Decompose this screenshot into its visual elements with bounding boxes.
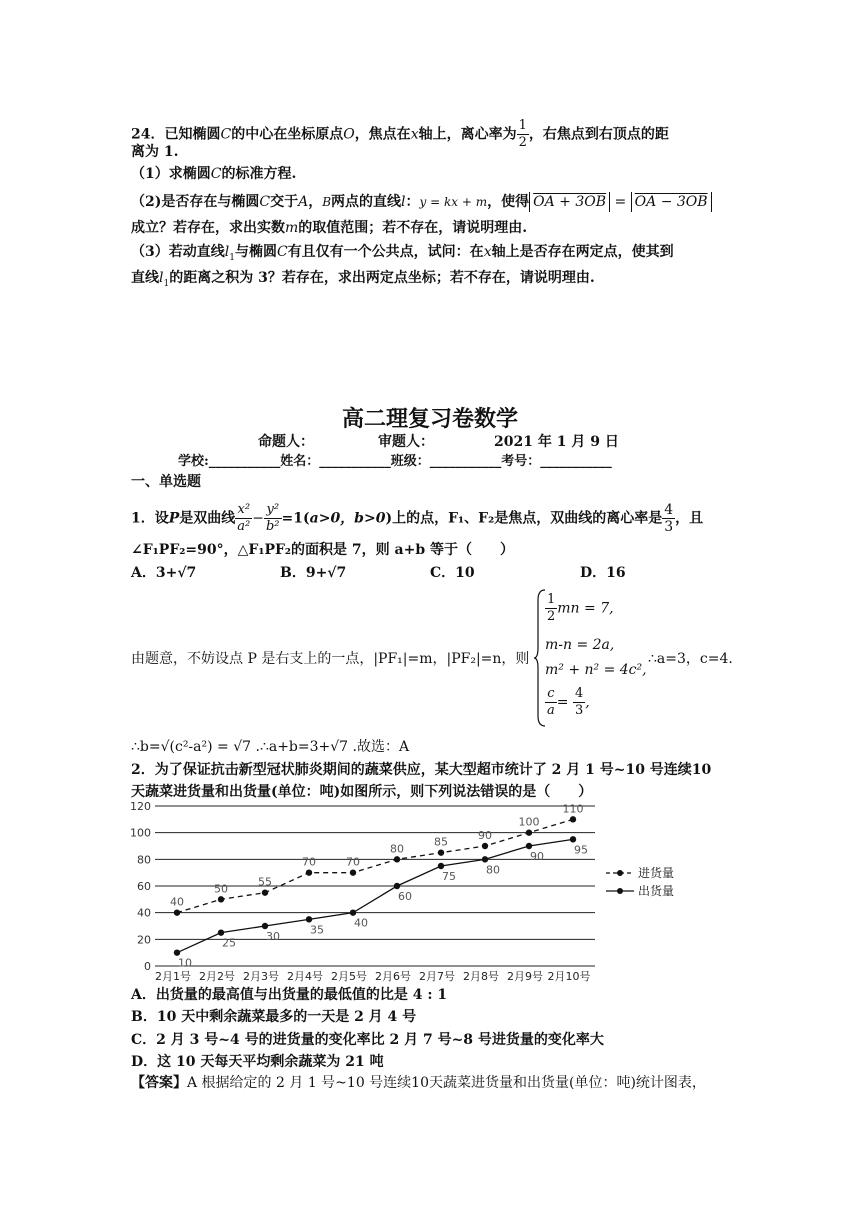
data-label: 110 (562, 802, 584, 816)
data-label: 55 (258, 875, 272, 889)
q24-part2: （2)是否存在与椭圆C交于A，B两点的直线l：y = kx + m，使得 OA + 3OB = OA − 3OB (131, 192, 712, 212)
data-point (526, 829, 532, 835)
q1-option-c: C．10 (430, 565, 475, 581)
x-tick-label: 2月8号 (463, 970, 499, 983)
legend-label: 出货量 (638, 884, 675, 898)
data-point (482, 843, 488, 849)
data-point (350, 869, 356, 875)
author-label: 命题人： (258, 434, 314, 450)
data-point (218, 896, 224, 902)
q1-option-a: A．3+√7 (131, 565, 197, 581)
y-tick-label: 0 (144, 960, 151, 973)
q24-part3-cont: 直线$l_1$的距离之积为 3？若存在，求出两定点坐标；若不存在，请说明理由. (131, 270, 595, 289)
data-label: 70 (346, 855, 360, 869)
y-tick-label: 40 (137, 906, 151, 920)
data-point (394, 856, 400, 862)
data-label: 100 (518, 815, 540, 829)
system-eq3: m² + n² = 4c², (545, 662, 647, 678)
data-point (482, 856, 488, 862)
q2-stem-line2: 天蔬菜进货量和出货量(单位：吨)如图所示，则下列说法错误的是（ ） (131, 784, 593, 800)
data-point (438, 849, 444, 855)
x-tick-label: 2月1号 (155, 970, 191, 983)
data-point (306, 916, 312, 922)
reviewer-label: 审题人： (378, 434, 434, 450)
x-tick-label: 2月4号 (287, 970, 323, 983)
q2-option-c: C．2 月 3 号~4 号的进货量的变化率比 2 月 7 号~8 号进货量的变化率大 (131, 1032, 604, 1048)
x-tick-label: 2月9号 (507, 970, 543, 983)
q2-answer: 【答案】A 根据给定的 2 月 1 号~10 号连续10天蔬菜进货量和出货量(单位：吨)统计图表， (131, 1075, 706, 1091)
page-title: 高二理复习卷数学 (341, 407, 518, 432)
x-tick-label: 2月10号 (547, 970, 591, 983)
data-point (174, 909, 180, 915)
q1-stem-line2: ∠F₁PF₂=90°，△F₁PF₂的面积是 7，则 a+b 等于（ ） (131, 542, 515, 558)
system-eq4: $\frac{c}{a}$ = $\frac{4}{3}$ , (547, 686, 590, 718)
data-point (350, 909, 356, 915)
supply-line-chart (120, 798, 690, 983)
data-point (262, 889, 268, 895)
q2-option-b: B．10 天中剩余蔬菜最多的一天是 2 月 4 号 (131, 1009, 417, 1025)
q1-solution-line1: 由题意，不妨设点 P 是右支上的一点，|PF₁|=m，|PF₂|=n，则 (131, 651, 530, 667)
data-label: 10 (178, 956, 192, 970)
y-tick-label: 60 (137, 880, 151, 893)
data-label: 40 (354, 916, 368, 930)
q1-option-b: B．9+√7 (280, 565, 347, 581)
y-tick-label: 120 (130, 800, 151, 813)
data-label: 80 (486, 863, 500, 877)
student-info: 学校:___________姓名：___________班级：___________考号：___________ (178, 454, 612, 469)
legend-label: 进货量 (638, 866, 675, 880)
data-label: 25 (222, 936, 236, 950)
legend-marker (617, 888, 623, 894)
data-point (306, 869, 312, 875)
x-tick-label: 2月6号 (375, 970, 411, 983)
data-label: 85 (434, 835, 448, 849)
data-point (526, 843, 532, 849)
data-point (570, 816, 576, 822)
system-result: ∴a=3，c=4. (648, 651, 733, 667)
x-tick-label: 2月3号 (243, 970, 279, 983)
data-label: 40 (170, 895, 184, 909)
data-label: 75 (442, 870, 456, 883)
q1-option-d: D．16 (580, 565, 626, 581)
data-point (570, 836, 576, 842)
q2-stem-line1: 2．为了保证抗击新型冠状肺炎期间的蔬菜供应，某大型超市统计了 2 月 1 号~10 号连续10 (131, 762, 712, 778)
data-label: 35 (310, 923, 324, 937)
y-tick-label: 100 (130, 826, 151, 840)
q24-line1: 24．已知椭圆C的中心在坐标原点O，焦点在x轴上，离心率为 $\frac{1}{2}$ ，右焦点到右顶点的距 (131, 118, 669, 150)
data-label: 70 (302, 855, 316, 869)
data-label: 90 (530, 850, 544, 863)
series-line (177, 839, 573, 952)
x-tick-label: 2月7号 (419, 970, 455, 983)
legend-marker (617, 870, 623, 876)
q2-option-d: D．这 10 天每天平均剩余蔬菜为 21 吨 (131, 1054, 384, 1070)
y-tick-label: 80 (137, 853, 151, 867)
system-eq1: $\frac{1}{2}$ mn = 7, (547, 592, 614, 624)
x-tick-label: 2月2号 (199, 970, 235, 983)
exam-date: 2021 年 1 月 9 日 (494, 434, 619, 450)
data-point (218, 929, 224, 935)
q2-option-a: A．出货量的最高值与出货量的最低值的比是 4 : 1 (131, 987, 448, 1003)
data-point (394, 883, 400, 889)
q1-stem: 1．设P是双曲线 $\frac{\text{x²}}{\text{a²}}$ − $\frac{\text{y²}}{\text{b²}}$ =1(a>0，b>0)上的点，F₁、F₂是焦点，双曲线的离心率是 $\frac{4}{3}$ ，且 (131, 502, 704, 535)
y-tick-label: 20 (137, 933, 151, 947)
q24-part3: （3）若动直线$l_1$与椭圆C有且仅有一个公共点，试问：在x轴上是否存在两定点，使其到 (131, 244, 674, 263)
data-point (262, 923, 268, 929)
q1-solution-line2: ∴b=√(c²-a²) = √7 .∴a+b=3+√7 .故选：A (131, 739, 410, 755)
q24-part2-cont: 成立？若存在，求出实数m的取值范围；若不存在，请说明理由. (131, 220, 528, 236)
system-eq2: m-n = 2a, (545, 637, 615, 653)
section-heading: 一、单选题 (131, 474, 201, 490)
x-tick-label: 2月5号 (331, 970, 367, 983)
data-label: 95 (574, 843, 588, 857)
data-point (438, 863, 444, 869)
data-label: 50 (214, 882, 228, 896)
data-label: 80 (390, 842, 404, 856)
data-label: 30 (266, 930, 280, 943)
data-label: 90 (478, 829, 492, 842)
data-point (174, 949, 180, 955)
q24-part1: （1）求椭圆C的标准方程. (131, 166, 297, 182)
data-label: 60 (398, 890, 412, 903)
q24-line2: 离为 1. (131, 144, 179, 160)
